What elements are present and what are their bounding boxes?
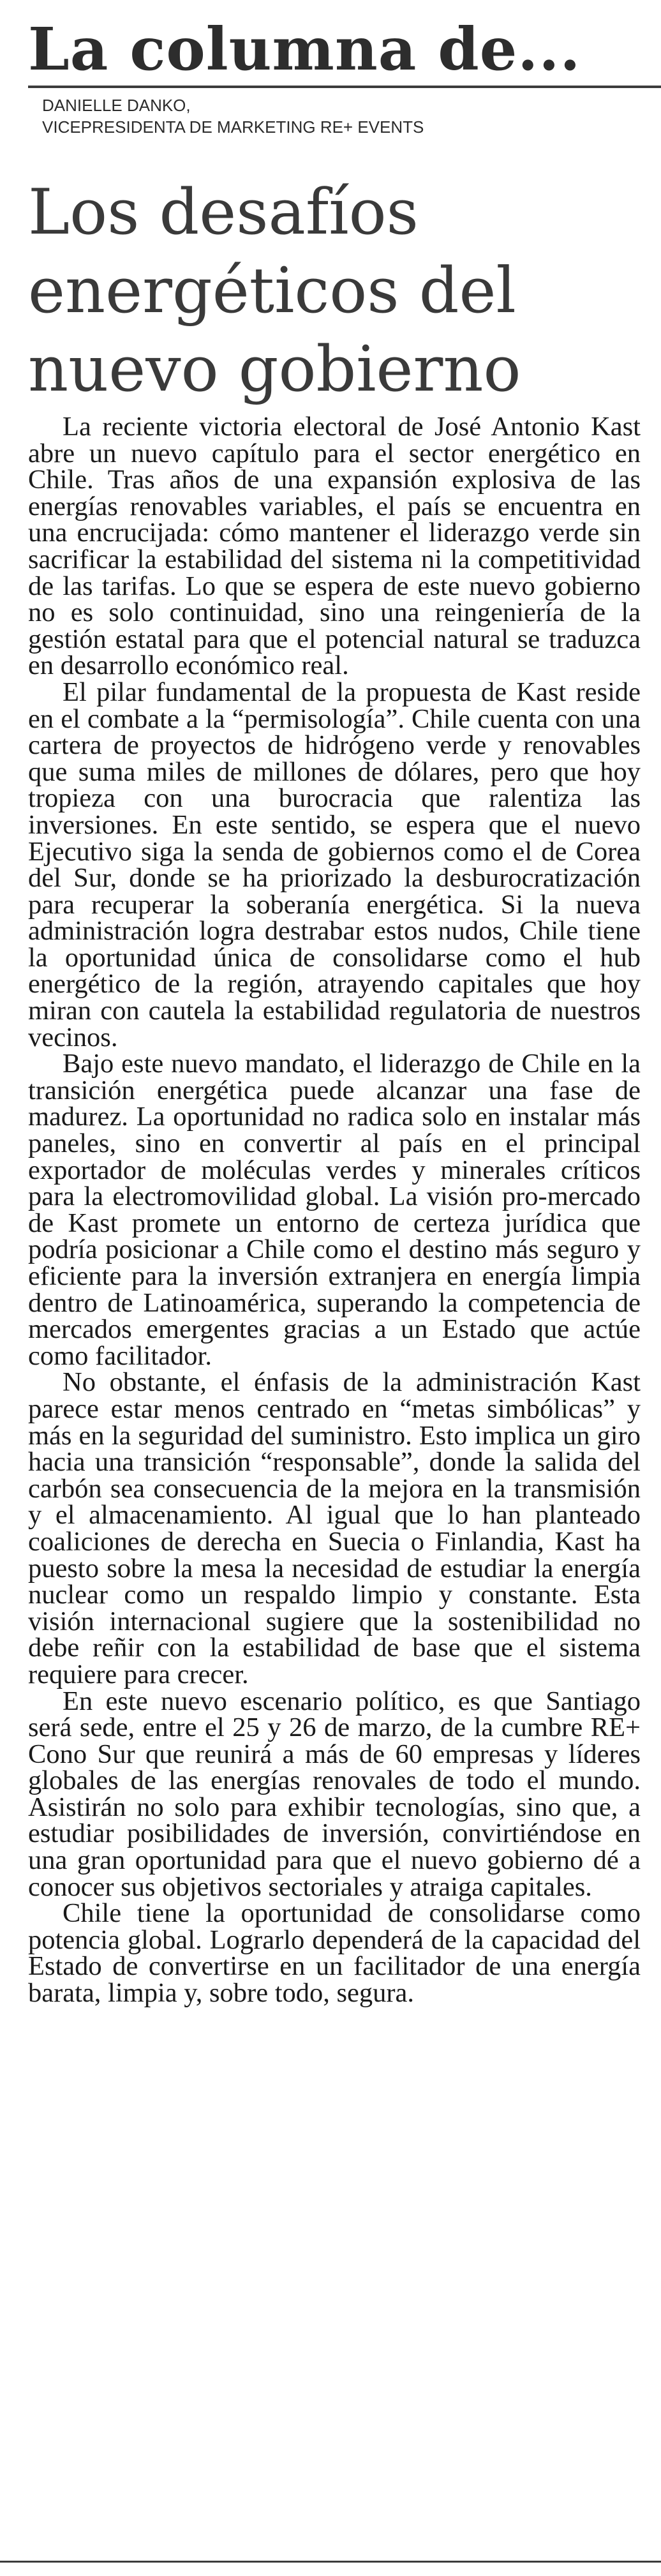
author-role: VICEPRESIDENTA DE MARKETING RE+ EVENTS	[42, 117, 424, 137]
author-name: DANIELLE DANKO,	[42, 96, 191, 115]
article-paragraph: Chile tiene la oportunidad de consolidarse como potencia global. Lograrlo dependerá de la capacidad del Estado de convertirse en un facilitador de una energía barata, limpia y, sobre todo, segura.	[28, 1898, 641, 2009]
article-paragraph: La reciente victoria electoral de José Antonio Kast abre un nuevo capítulo para el sector energético en Chile. Tras años de una expansión explosiva de las energías renovables variables, el país se encuentra en una encrucijada: cómo mantener el liderazgo verde sin sacrificar la estabilidad del sistema ni la competitividad de las tarifas. Lo que se espera de este nuevo gobierno no es solo continuidad, sino una reingeniería de la gestión estatal para que el potencial natural se traduzca en desarrollo económico real.	[28, 412, 641, 681]
article-headline: Los desafíos energéticos del nuevo gobierno	[28, 176, 521, 406]
byline	[42, 94, 424, 138]
article-paragraph: En este nuevo escenario político, es que Santiago será sede, entre el 25 y 26 de marzo, de la cumbre RE+ Cono Sur que reunirá a más de 60 empresas y líderes globales de las energías renovales de todo el mundo. Asistirán no solo para exhibir tecnologías, sino que, a estudiar posibilidades de inversión, convirtiéndose en una gran oportunidad para que el nuevo gobierno dé a conocer sus objetivos sectoriales y atraiga capitales.	[28, 1686, 641, 1902]
article-body	[28, 414, 641, 2007]
article-paragraph: El pilar fundamental de la propuesta de Kast reside en el combate a la “permisología”. Chile cuenta con una cartera de proyectos de hidrógeno verde y renovables que suma miles de millones de dólares, pero que hoy tropieza con una burocracia que ralentiza las inversiones. En este sentido, se espera que el nuevo Ejecutivo siga la senda de gobiernos como el de Corea del Sur, donde se ha priorizado la desburocratización para recuperar la soberanía energética. Si la nueva administración logra destrabar estos nudos, Chile tiene la oportunidad única de consolidarse como el hub energético de la región, atrayendo capitales que hoy miran con cautela la estabilidad regulatoria de nuestros vecinos.	[28, 677, 641, 1052]
footer-divider	[0, 2561, 661, 2563]
section-title: La columna de...	[28, 15, 581, 84]
header-divider	[28, 86, 661, 88]
article-paragraph: Bajo este nuevo mandato, el liderazgo de Chile en la transición energética puede alcanzar una fase de madurez. La oportunidad no radica solo en instalar más paneles, sino en convertir al país en el principal exportador de moléculas verdes y minerales críticos para la electromovilidad global. La visión pro-mercado de Kast promete un entorno de certeza jurídica que podría posicionar a Chile como el destino más seguro y eficiente para la inversión extranjera en energía limpia dentro de Latinoamérica, superando la competencia de mercados emergentes gracias a un Estado que actúe como facilitador.	[28, 1049, 641, 1371]
article-paragraph: No obstante, el énfasis de la administración Kast parece estar menos centrado en “metas simbólicas” y más en la seguridad del suministro. Esto implica un giro hacia una transición “responsable”, donde la salida del carbón sea consecuencia de la mejora en la transmisión y el almacenamiento. Al igual que lo han planteado coaliciones de derecha en Suecia o Finlandia, Kast ha puesto sobre la mesa la necesidad de estudiar la energía nuclear como un respaldo limpio y constante. Esta visión internacional sugiere que la sostenibilidad no debe reñir con la estabilidad de base que el sistema requiere para crecer.	[28, 1367, 641, 1689]
